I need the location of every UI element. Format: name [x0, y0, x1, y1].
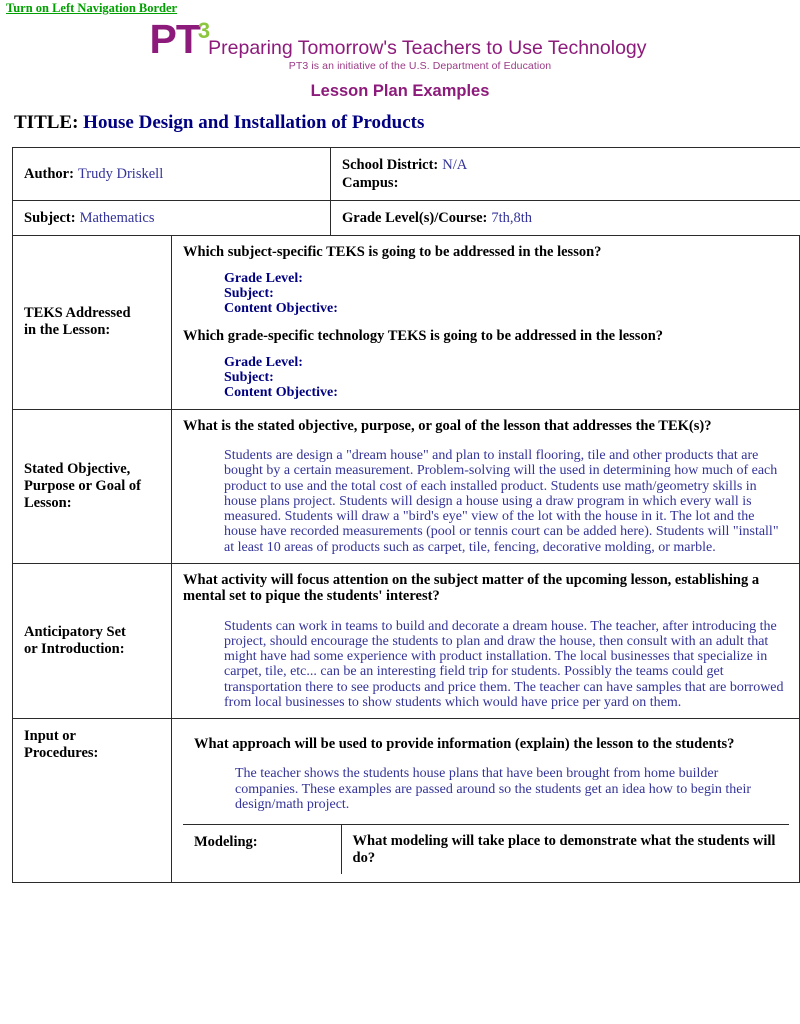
anticipatory-set-label-line1: Anticipatory Set [24, 623, 126, 640]
pt3-logo-tagline: Preparing Tomorrow's Teachers to Use Technology [208, 37, 647, 59]
teks-section-table [12, 235, 800, 410]
page-heading: Lesson Plan Examples [310, 82, 490, 100]
tech-teks-subject-label: Subject: [224, 370, 274, 386]
stated-objective-label-line1: Stated Objective, [24, 460, 131, 477]
stated-objective-label-line2: Purpose or Goal of [24, 477, 141, 494]
grade-level-label: Grade Level(s)/Course: [342, 210, 488, 226]
table-row [13, 201, 800, 236]
table-row [13, 409, 800, 563]
school-district-value: N/A [442, 157, 468, 173]
teks-question-subject-specific: Which subject-specific TEKS is going to be addressed in the lesson? [183, 244, 602, 260]
school-district-label: School District: [342, 157, 439, 173]
input-procedures-question: What approach will be used to provide information (explain) the lesson to the students? [194, 735, 735, 752]
grade-level-cell [331, 201, 800, 236]
anticipatory-set-answer: Students can work in teams to build and decorate a dream house. The teacher, after introducing the project, should encourage the students to plan and draw the house, then consult with an adult that might have had some experience with product installation. The local businesses that specialize in carpet, tile, etc... can be an interesting field trip for students. Possibly the teams could get transportation there to see products and price them. The teacher can have samples that are borrowed from local businesses to show students which would have price per yard on them. [224, 618, 784, 710]
modeling-label: Modeling: [194, 834, 258, 851]
subject-label: Subject: [24, 210, 76, 226]
tech-teks-grade-level-label: Grade Level: [224, 354, 303, 370]
pt3-logo-superscript-three: 3 [197, 17, 211, 43]
modeling-question-cell [341, 825, 789, 875]
subject-cell [13, 201, 331, 236]
modeling-question: What modeling will take place to demonstrate what the students will do? [352, 833, 776, 866]
grade-level-value: 7th,8th [491, 210, 533, 226]
input-procedures-label-line2: Procedures: [24, 744, 99, 761]
stated-objective-label-line3: Lesson: [24, 494, 72, 511]
modeling-label-cell [183, 825, 341, 875]
anticipatory-set-row-body [172, 563, 800, 718]
input-procedures-answer: The teacher shows the students house plans that have been brought from home builder companies. These examples are passed around so the students get an idea how to begin their design/math project. [235, 766, 752, 812]
input-procedures-label-line1: Input or [24, 727, 76, 744]
teks-row-label-line1: TEKS Addressed [24, 305, 131, 322]
input-procedures-content [183, 727, 789, 824]
page-title-key: TITLE: [14, 112, 79, 133]
campus-label: Campus: [342, 175, 399, 191]
table-row [13, 718, 800, 882]
teks-row-label [13, 236, 172, 410]
page-title [14, 112, 800, 134]
pt3-logo-subtitle: PT3 is an initiative of the U.S. Department of Education [288, 60, 552, 72]
top-navigation-bar [0, 0, 800, 15]
teks-content-objective-label: Content Objective: [224, 301, 338, 317]
teks-sublabels-subject [224, 271, 789, 317]
subject-value: Mathematics [79, 210, 155, 226]
author-value: Trudy Driskell [77, 166, 164, 182]
stated-objective-answer: Students are design a "dream house" and plan to install flooring, tile and other products that are bought by a certain measurement. Problem-solving will the used in determining how much of each product to use and the total cost of each installed product. Students use math/geometry skills in house plans project. Students will design a house using a draw program in which every wall is measured. Students will draw a "bird's eye" view of the lot with the house in it. The lot and the house have recorded measurements (pool or tennis court can be added here). Students will "install" at least 10 areas of products such as carpet, tile, fencing, decorative molding, or marble. [224, 448, 779, 555]
pt3-banner [0, 15, 800, 101]
input-procedures-section-table [12, 718, 800, 883]
table-row [13, 148, 800, 201]
teks-row-body [172, 236, 800, 410]
table-row [13, 236, 800, 410]
turn-on-left-navigation-border-link[interactable]: Turn on Left Navigation Border [6, 1, 178, 15]
teks-grade-level-label: Grade Level: [224, 270, 303, 286]
anticipatory-set-row-label [13, 563, 172, 718]
table-row [183, 825, 789, 875]
stated-objective-question: What is the stated objective, purpose, or goal of the lesson that addresses the TEK(s)? [183, 417, 712, 434]
lesson-meta-table [12, 147, 800, 236]
school-district-cell [331, 148, 800, 201]
teks-sublabels-technology [224, 355, 789, 401]
teks-row-label-line2: in the Lesson: [24, 322, 111, 339]
input-procedures-row-body [172, 718, 800, 882]
author-cell [13, 148, 331, 201]
stated-objective-section-table [12, 409, 800, 564]
page-title-value: House Design and Installation of Products [83, 112, 425, 133]
teks-question-technology: Which grade-specific technology TEKS is going to be addressed in the lesson? [183, 328, 664, 345]
tech-teks-content-objective-label: Content Objective: [224, 385, 338, 401]
table-row [13, 563, 800, 718]
spacer [183, 316, 789, 328]
stated-objective-row-label [13, 409, 172, 563]
anticipatory-set-section-table [12, 563, 800, 719]
author-label: Author: [24, 166, 74, 182]
stated-objective-row-body [172, 409, 800, 563]
pt3-logo-text: PT [149, 16, 200, 62]
input-procedures-row-label [13, 718, 172, 882]
pt3-logo [149, 16, 650, 72]
teks-subject-label: Subject: [224, 285, 274, 301]
modeling-nested-table [183, 824, 789, 874]
anticipatory-set-label-line2: or Introduction: [24, 640, 125, 657]
anticipatory-set-question: What activity will focus attention on the subject matter of the upcoming lesson, establishing a mental set to pique the students' interest? [183, 571, 760, 605]
